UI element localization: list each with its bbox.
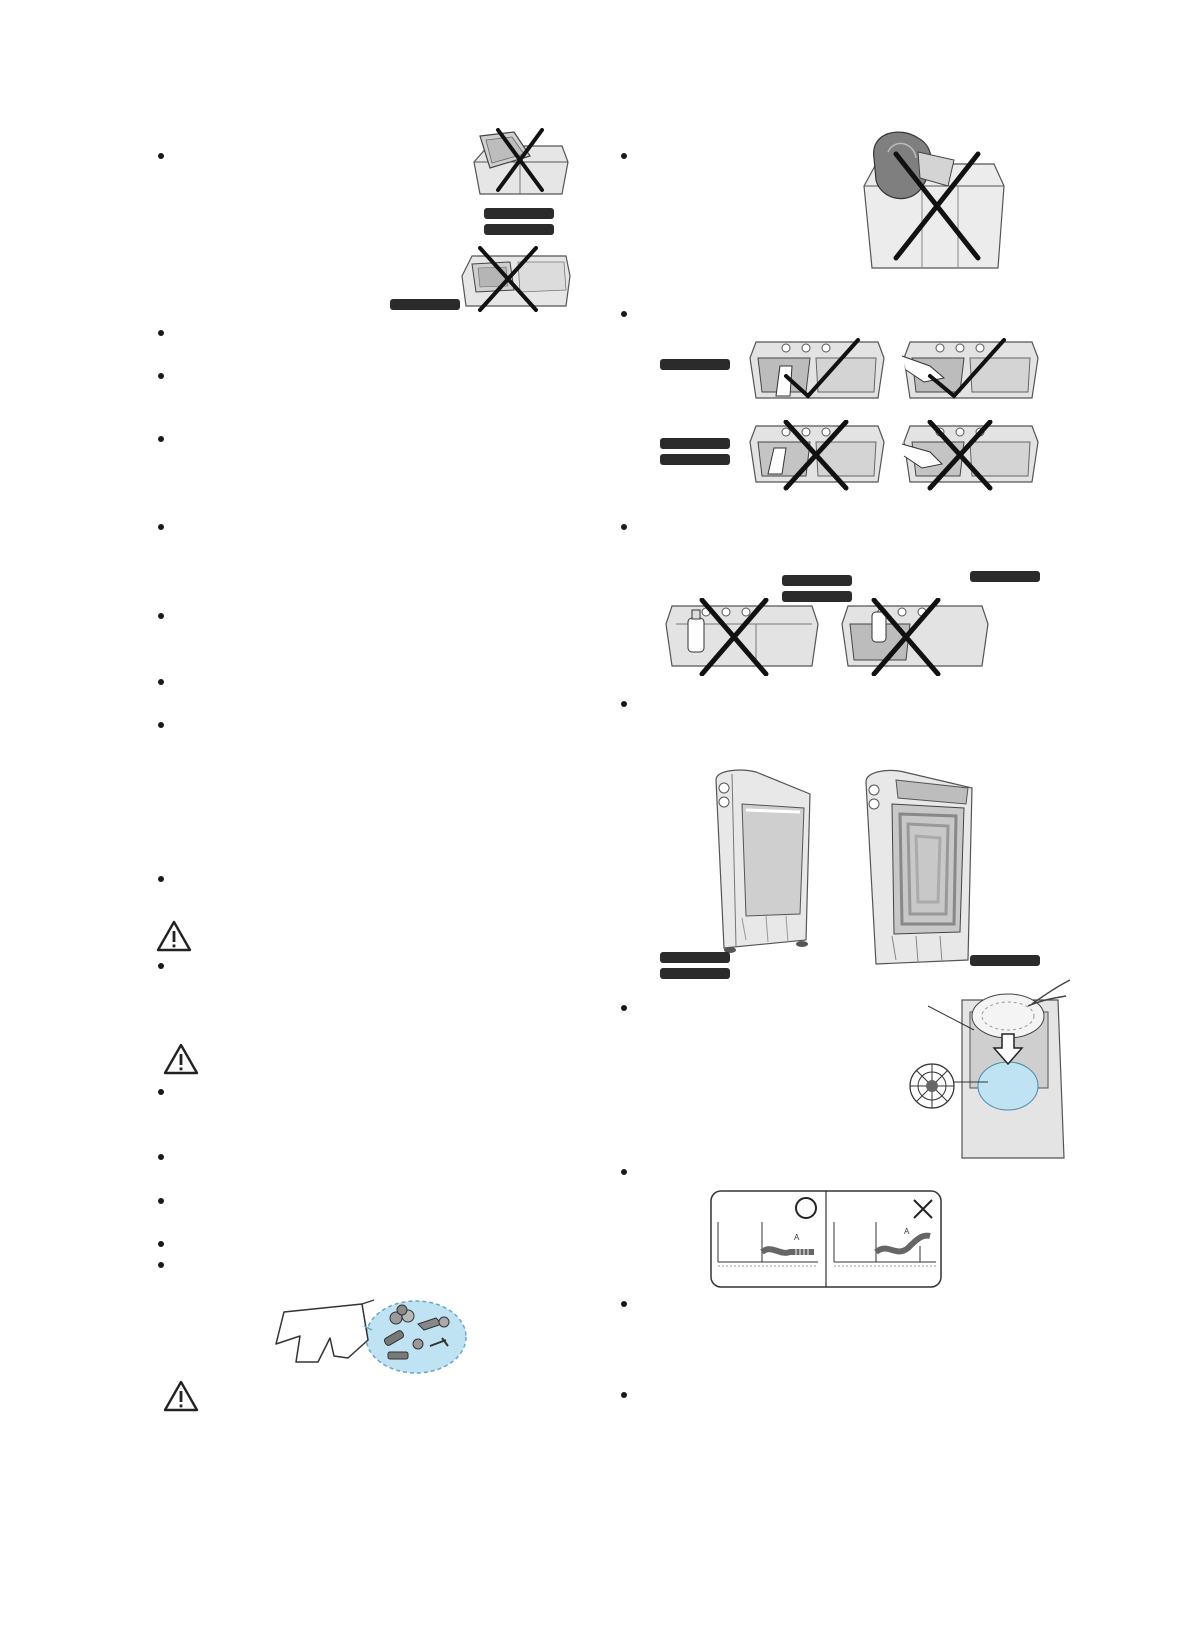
warning-triangle-icon <box>163 1043 199 1080</box>
model-label-tag <box>660 359 730 370</box>
hand-tub-wrong-illustration <box>746 420 886 492</box>
bullet-marker <box>158 373 164 379</box>
model-label-tag <box>970 571 1040 582</box>
drain-hose-diagram <box>710 1190 942 1288</box>
bullet-marker <box>621 311 627 317</box>
bullet-marker <box>621 153 627 159</box>
hand-tub-correct-illustration <box>746 336 886 406</box>
warning-triangle-icon <box>156 920 192 957</box>
hose-label-a: A <box>794 1233 800 1242</box>
bullet-marker <box>621 1301 627 1307</box>
bullet-marker <box>158 963 164 969</box>
model-label-tag <box>660 454 730 465</box>
bullet-marker <box>158 679 164 685</box>
model-label-tag <box>970 955 1040 966</box>
bullet-marker <box>621 701 627 707</box>
bullet-marker <box>621 1005 627 1011</box>
warning-triangle-icon <box>163 1380 199 1417</box>
bullet-marker <box>158 1241 164 1247</box>
bottle-in-tub-wrong-illustration <box>838 598 990 676</box>
bullet-marker <box>621 1169 627 1175</box>
bullet-marker <box>621 1392 627 1398</box>
model-label-tag <box>390 299 460 310</box>
model-label-tag <box>484 224 554 235</box>
bullet-marker <box>158 876 164 882</box>
hand-tub-wrong-illustration <box>900 420 1040 492</box>
hand-tub-correct-illustration <box>900 336 1040 406</box>
lint-filter-illustration <box>898 978 1072 1162</box>
bullet-marker <box>158 722 164 728</box>
bottle-on-lid-wrong-illustration <box>662 598 820 676</box>
overload-illustration <box>860 128 1008 272</box>
pocket-objects-illustration <box>272 1296 468 1378</box>
model-label-tag <box>484 208 554 219</box>
bullet-marker <box>158 330 164 336</box>
bullet-marker <box>158 1089 164 1095</box>
bullet-marker <box>158 613 164 619</box>
machine-closed-illustration <box>706 764 818 956</box>
bullet-marker <box>158 1198 164 1204</box>
bullet-marker <box>621 524 627 530</box>
hose-label-a: A <box>904 1227 910 1236</box>
bullet-marker <box>158 436 164 442</box>
bullet-marker <box>158 1262 164 1268</box>
model-label-tag <box>782 575 852 586</box>
bullet-marker <box>158 153 164 159</box>
bullet-marker <box>158 1154 164 1160</box>
model-label-tag <box>660 438 730 449</box>
model-label-tag <box>660 952 730 963</box>
open-tub-illustration <box>458 246 574 314</box>
machine-open-illustration <box>856 764 980 970</box>
lid-object-illustration <box>470 128 570 200</box>
model-label-tag <box>660 968 730 979</box>
bullet-marker <box>158 524 164 530</box>
